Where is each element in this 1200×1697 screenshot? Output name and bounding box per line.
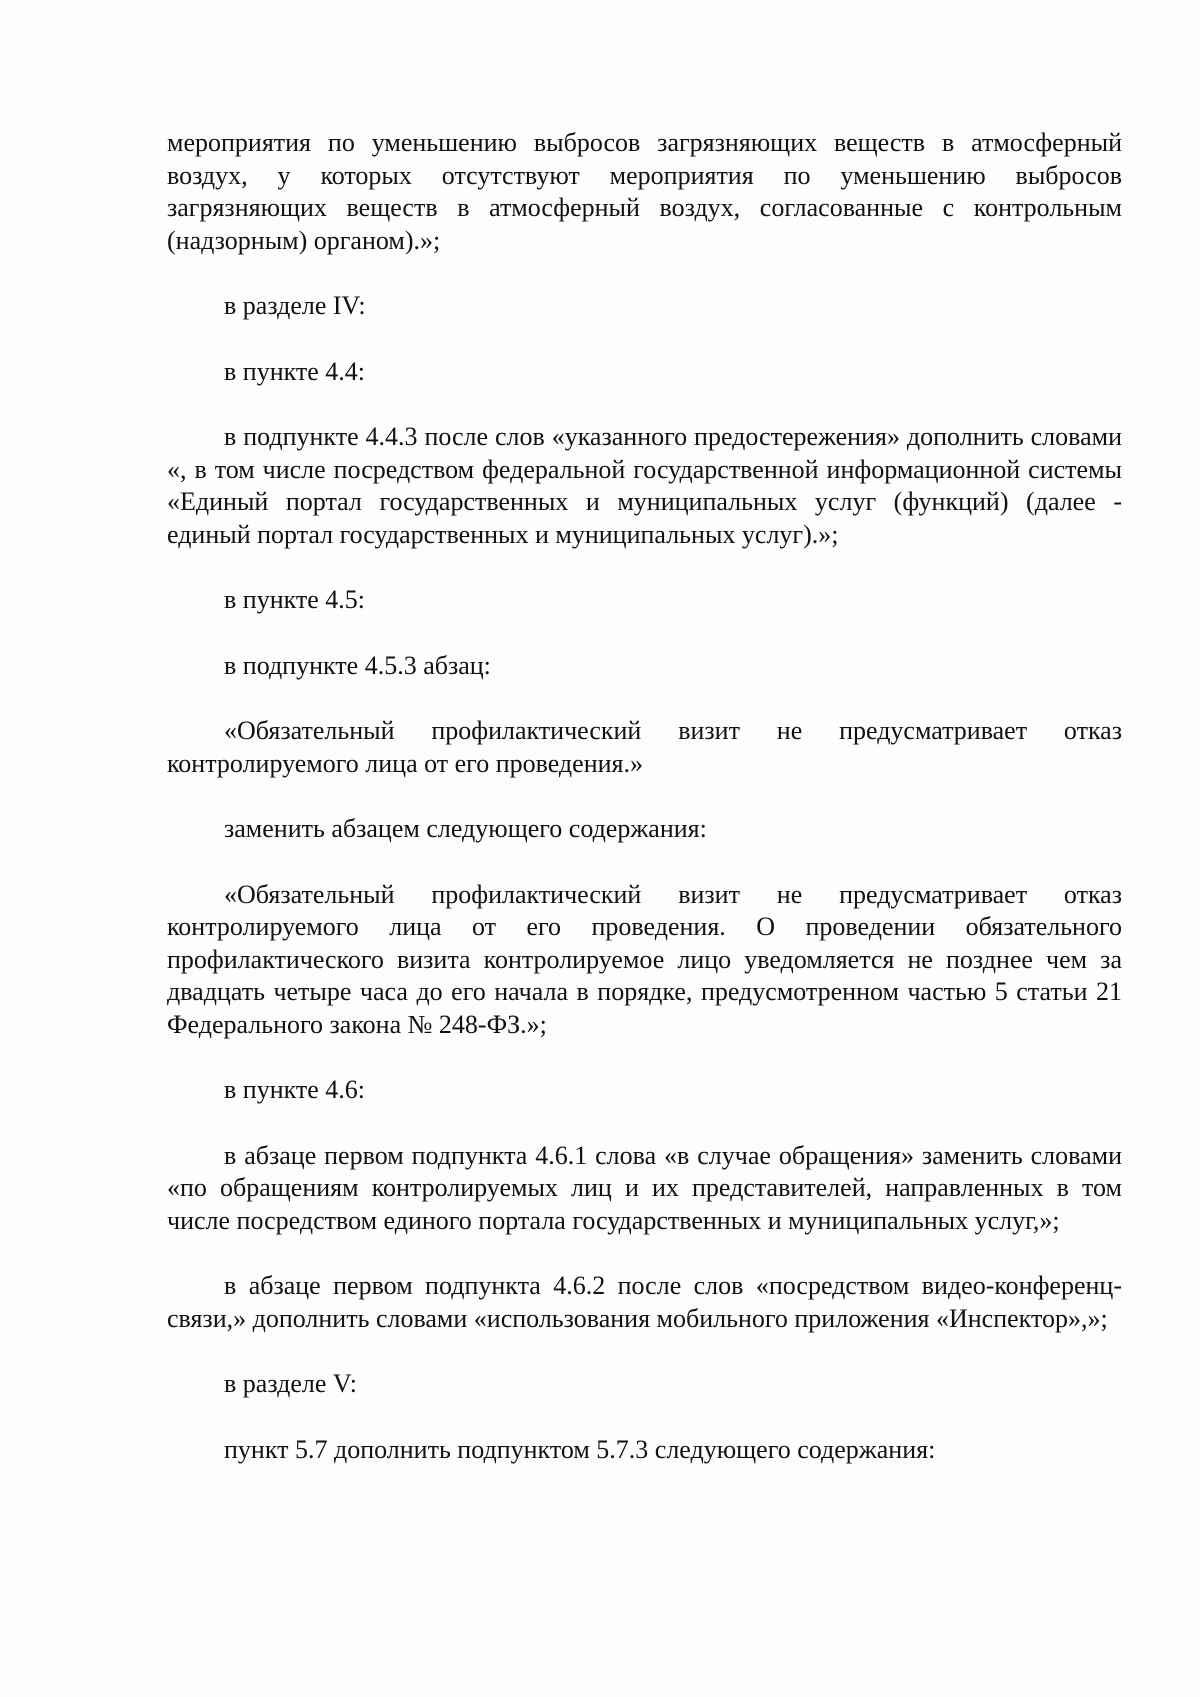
paragraph-subpoint-4-6-1: в абзаце первом подпункта 4.6.1 слова «в случае обращения» заменить словами «по обращениям контролируемых лиц и их представителей, направленных в том числе посредством единого портала государственных и муниципальных услуг,»; bbox=[167, 1140, 1122, 1235]
paragraph-subpoint-4-6-2: в абзаце первом подпункта 4.6.2 после слов «посредством видео-конференц-связи,» дополнить словами «использования мобильного приложения «Инспектор»,»; bbox=[167, 1271, 1122, 1333]
paragraph-subpoint-4-4-3: в подпункте 4.4.3 после слов «указанного предостережения» дополнить словами «, в том числе посредством федеральной государственной информационной системы «Единый портал государственных и муниципальных услуг (функций) (далее - единый портал государственных и муниципальных услуг).»; bbox=[167, 422, 1122, 549]
paragraph-continuation: мероприятия по уменьшению выбросов загрязняющих веществ в атмосферный воздух, у которых отсутствуют мероприятия по уменьшению выбросов загрязняющих веществ в атмосферный воздух, согласованные с контрольным (надзорным) органом).»; bbox=[167, 128, 1122, 255]
paragraph-replace-instruction: заменить абзацем следующего содержания: bbox=[224, 814, 707, 843]
paragraph-point-4-4: в пункте 4.4: bbox=[224, 356, 366, 386]
paragraph-point-5-7: пункт 5.7 дополнить подпунктом 5.7.3 следующего содержания: bbox=[224, 1434, 936, 1464]
paragraph-old-text-quote: «Обязательный профилактический визит не предусматривает отказ контролируемого лица от его проведения.» bbox=[167, 716, 1122, 778]
paragraph-point-4-5: в пункте 4.5: bbox=[224, 585, 366, 614]
paragraph-point-4-6: в пункте 4.6: bbox=[224, 1075, 366, 1104]
paragraph-subpoint-4-5-3: в подпункте 4.5.3 абзац: bbox=[224, 650, 491, 680]
paragraph-section-iv: в разделе IV: bbox=[224, 291, 366, 320]
paragraph-new-text-quote: «Обязательный профилактический визит не предусматривает отказ контролируемого лица от его проведения. О проведении обязательного профилактического визита контролируемое лицо уведомляется не позднее чем за двадцать четыре часа до его начала в порядке, предусмотренном частью 5 статьи 21 Федерального закона № 248-ФЗ.»; bbox=[167, 879, 1122, 1039]
paragraph-section-v: в разделе V: bbox=[224, 1369, 357, 1398]
document-body bbox=[167, 127, 1122, 1499]
